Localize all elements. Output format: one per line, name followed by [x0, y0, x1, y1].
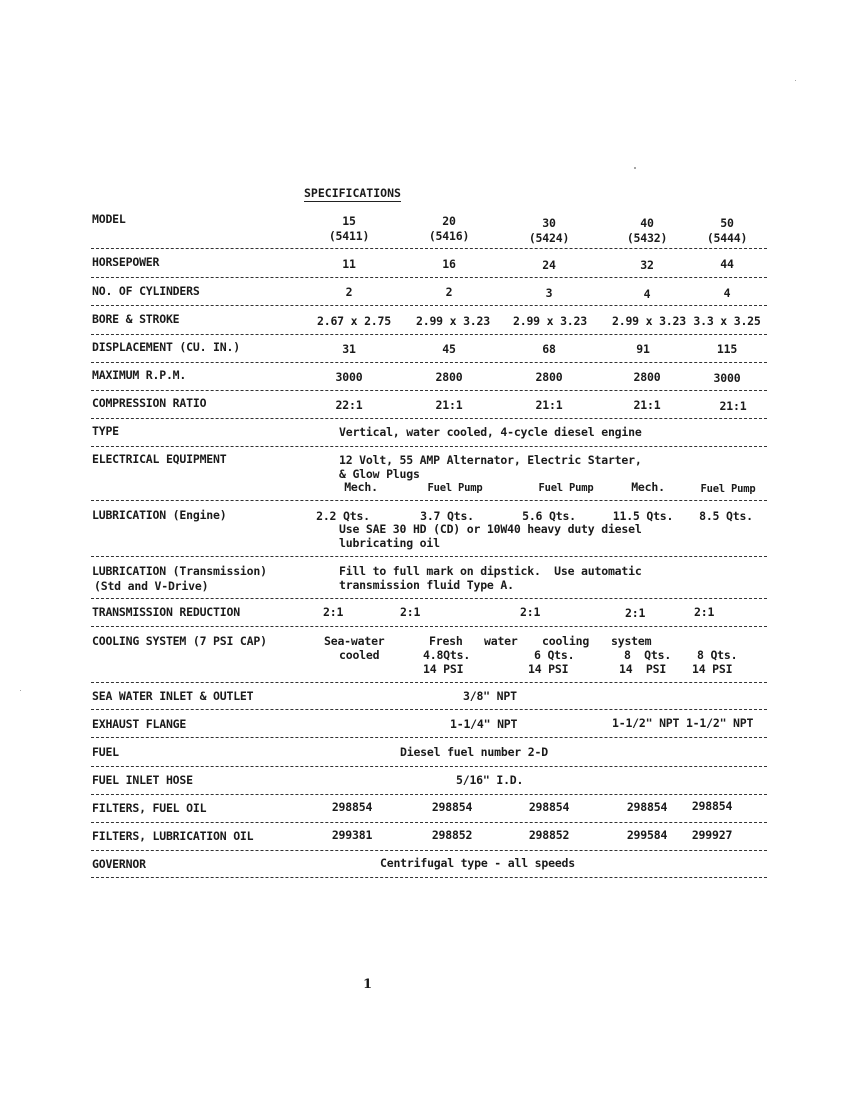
model-number: 20 [442, 214, 456, 228]
lubrication-note: lubricating oil [339, 536, 440, 550]
cell: 2.99 x 3.23 [416, 314, 490, 328]
cell: Mech. [344, 480, 378, 494]
cell: 21:1 [435, 398, 463, 412]
cell: 21:1 [719, 399, 747, 413]
cell: 5/16" I.D. [456, 773, 524, 787]
cooling-text: 14 PSI [423, 662, 464, 676]
row-label-transmission-reduction: TRANSMISSION REDUCTION [92, 605, 240, 619]
cell: 11.5 Qts. [612, 509, 674, 523]
cell: 16 [442, 257, 456, 271]
scan-speck [795, 80, 796, 81]
cell: 2800 [535, 370, 563, 384]
cell: 2.99 x 3.23 [612, 314, 686, 328]
cell: 3.3 x 3.25 [693, 314, 761, 328]
row-sublabel: (Std and V-Drive) [94, 579, 209, 593]
divider [91, 446, 767, 447]
cell: 2 [445, 285, 453, 299]
cell: Centrifugal type - all speeds [380, 856, 575, 870]
divider [91, 277, 767, 278]
row-label-lubrication-engine: LUBRICATION (Engine) [92, 508, 227, 522]
electrical-line: 12 Volt, 55 AMP Alternator, Electric Starter, [339, 453, 642, 467]
cell: 299927 [691, 828, 733, 842]
cell: 91 [636, 342, 650, 356]
model-code: (5444) [706, 231, 748, 245]
model-code: (5416) [428, 229, 470, 243]
cell: 45 [442, 342, 456, 356]
cell: 2:1 [400, 605, 421, 619]
cell: 68 [542, 342, 556, 356]
cell: 31 [342, 342, 356, 356]
cell: 32 [640, 258, 654, 272]
row-label-electrical: ELECTRICAL EQUIPMENT [92, 452, 227, 466]
divider [91, 334, 767, 335]
row-label-filters-lubrication-oil: FILTERS, LUBRICATION OIL [92, 829, 254, 843]
cell: 2:1 [323, 605, 344, 619]
cell: 4 [643, 287, 651, 301]
cell: 5.6 Qts. [522, 509, 576, 523]
divider [91, 737, 767, 738]
cell: 2:1 [625, 606, 646, 620]
cooling-text: water [484, 634, 518, 648]
cell: 2.67 x 2.75 [317, 314, 391, 328]
cell: 44 [720, 257, 734, 271]
cell: 299584 [626, 828, 668, 842]
cell: 24 [542, 258, 556, 272]
row-label-exhaust-flange: EXHAUST FLANGE [92, 717, 187, 731]
cooling-text: Fresh [429, 634, 463, 648]
transmission-note: transmission fluid Type A. [339, 578, 514, 592]
lubrication-note: Use SAE 30 HD (CD) or 10W40 heavy duty diesel [339, 522, 642, 536]
cell: 11 [342, 257, 356, 271]
row-label-compression-ratio: COMPRESSION RATIO [92, 396, 207, 410]
scan-speck [20, 690, 21, 691]
row-label-horsepower: HORSEPOWER [92, 255, 160, 269]
cell: Diesel fuel number 2-D [400, 745, 548, 759]
cell: 3000 [713, 371, 741, 385]
cell: 1-1/4" NPT [450, 717, 518, 731]
cell: 4 [723, 286, 731, 300]
cell: 298852 [528, 828, 570, 842]
divider [91, 794, 767, 795]
cell: 115 [716, 342, 738, 356]
divider [91, 766, 767, 767]
cell: 2.2 Qts. [316, 509, 370, 523]
divider [91, 500, 767, 501]
model-number: 15 [342, 214, 356, 228]
cell: 299381 [331, 828, 373, 842]
row-label-bore-stroke: BORE & STROKE [92, 312, 180, 326]
row-label-filters-fuel-oil: FILTERS, FUEL OIL [92, 801, 207, 815]
divider [91, 850, 767, 851]
cooling-text: cooling [542, 634, 590, 648]
model-code: (5432) [626, 231, 668, 245]
cooling-text: 14 PSI [528, 662, 569, 676]
cell: 298854 [431, 800, 473, 814]
cell: 2 [345, 285, 353, 299]
cell: 298854 [528, 800, 570, 814]
cell: 3/8" NPT [463, 689, 517, 703]
divider [91, 418, 767, 419]
cooling-text: 4.8Qts. [423, 648, 471, 662]
cell: 3000 [335, 370, 363, 384]
model-number: 40 [640, 216, 654, 230]
divider [91, 626, 767, 627]
cell: 1-1/2" NPT 1-1/2" NPT [612, 716, 754, 730]
cell: 298854 [691, 799, 733, 813]
cell: 8.5 Qts. [699, 509, 753, 523]
row-label-sea-water-inlet-outlet: SEA WATER INLET & OUTLET [92, 689, 254, 703]
divider [91, 248, 767, 249]
cell: 21:1 [535, 398, 563, 412]
cooling-text: 6 Qts. [534, 648, 575, 662]
row-label-governor: GOVERNOR [92, 857, 146, 871]
divider [91, 556, 767, 557]
cooling-text: 14 PSI [692, 662, 733, 676]
cell: Mech. [631, 480, 665, 494]
cell: 3.7 Qts. [420, 509, 474, 523]
row-label-fuel: FUEL [92, 745, 119, 759]
divider [91, 305, 767, 306]
row-label-cylinders: NO. OF CYLINDERS [92, 284, 200, 298]
cell: 2:1 [520, 605, 541, 619]
divider [91, 598, 767, 599]
cell: 2:1 [694, 605, 715, 619]
row-label-cooling-system: COOLING SYSTEM (7 PSI CAP) [92, 634, 267, 648]
row-label-max-rpm: MAXIMUM R.P.M. [92, 368, 187, 382]
cooling-text: 14 PSI [619, 662, 667, 676]
cooling-text: cooled [339, 648, 380, 662]
model-code: (5411) [328, 229, 370, 243]
cell: 2.99 x 3.23 [513, 314, 587, 328]
page-number: 1 [363, 977, 373, 992]
cooling-text: 8 Qts. [624, 648, 672, 662]
cell: 2800 [633, 370, 661, 384]
cell: 3 [545, 286, 553, 300]
electrical-line: & Glow Plugs [339, 467, 420, 481]
cell: Fuel Pump [700, 483, 756, 495]
cooling-text: Sea-water [324, 634, 385, 648]
model-code: (5424) [528, 231, 570, 245]
divider [91, 822, 767, 823]
row-label-fuel-inlet-hose: FUEL INLET HOSE [92, 773, 193, 787]
transmission-note: Fill to full mark on dipstick. Use automatic [339, 564, 642, 578]
engine-type: Vertical, water cooled, 4-cycle diesel engine [339, 425, 642, 439]
divider [91, 362, 767, 363]
row-label-lubrication-transmission: LUBRICATION (Transmission) [92, 564, 267, 578]
cell: Fuel Pump [538, 482, 594, 494]
divider [91, 709, 767, 710]
divider [91, 877, 767, 878]
cooling-text: 8 Qts. [697, 648, 738, 662]
cell: 298852 [431, 828, 473, 842]
row-label-model: MODEL [92, 212, 126, 226]
row-label-type: TYPE [92, 424, 119, 438]
cell: 298854 [626, 800, 668, 814]
cell: 298854 [331, 800, 373, 814]
cell: 22:1 [335, 398, 363, 412]
model-number: 50 [720, 216, 734, 230]
cell: 21:1 [633, 398, 661, 412]
divider [91, 682, 767, 683]
cooling-text: system [611, 634, 652, 648]
cell: Fuel Pump [427, 482, 483, 494]
page-title: SPECIFICATIONS [304, 186, 401, 200]
row-label-displacement: DISPLACEMENT (CU. IN.) [92, 340, 240, 354]
cell: 2800 [435, 370, 463, 384]
divider [91, 390, 767, 391]
model-number: 30 [542, 216, 556, 230]
scan-speck [634, 167, 636, 169]
